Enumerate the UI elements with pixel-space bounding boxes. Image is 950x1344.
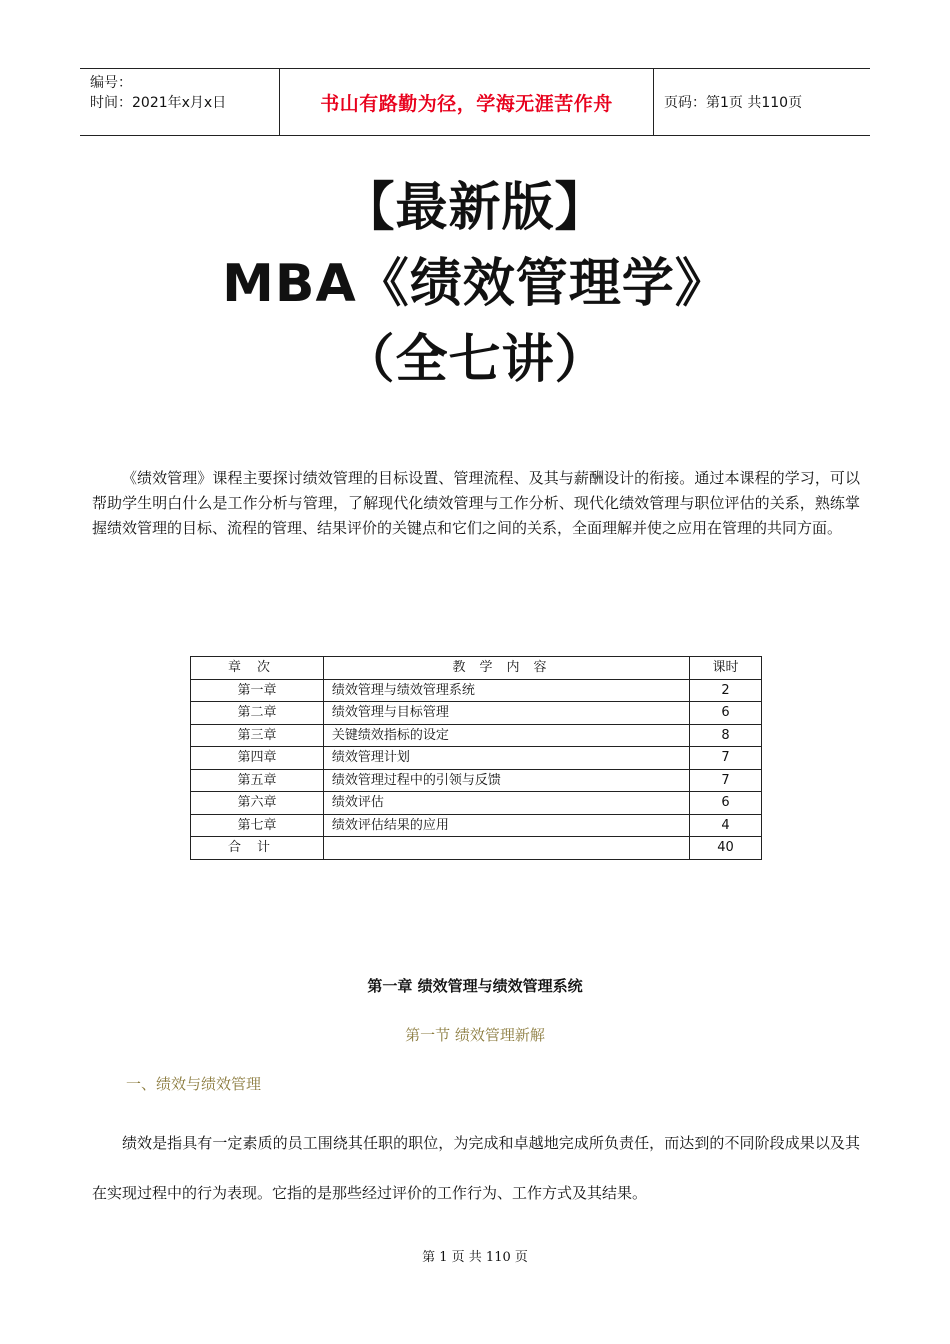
document-title [0, 170, 950, 398]
intro-paragraph: 《绩效管理》课程主要探讨绩效管理的目标设置、管理流程、及其与薪酬设计的衔接。通过本课程的学习，可以帮助学生明白什么是工作分析与管理，了解现代化绩效管理与工作分析、现代化绩效管理与职位评估的关系，熟练掌握绩效管理的目标、流程的管理、结果评价的关键点和它们之间的关系，全面理解并使之应用在管理的共同方面。 [92, 469, 860, 537]
cell-chapter: 第七章 [191, 814, 324, 837]
table-row [191, 769, 762, 792]
table-total-row [191, 837, 762, 860]
course-schedule-table [190, 656, 762, 860]
cell-content: 绩效管理与绩效管理系统 [323, 679, 689, 702]
cell-content: 关键绩效指标的设定 [323, 724, 689, 747]
cell-hours: 2 [690, 679, 762, 702]
cell-content: 绩效管理计划 [323, 747, 689, 770]
title-line-2: MBA《绩效管理学》 [222, 254, 728, 314]
cell-chapter: 第一章 [191, 679, 324, 702]
document-header [80, 68, 870, 136]
table-row [191, 724, 762, 747]
cell-chapter: 第三章 [191, 724, 324, 747]
cell-hours: 7 [690, 769, 762, 792]
header-content: 教学内容 [323, 657, 689, 680]
chapter-heading: 第一章 绩效管理与绩效管理系统 [367, 977, 583, 995]
cell-chapter: 第二章 [191, 702, 324, 725]
table-row [191, 814, 762, 837]
cell-hours: 7 [690, 747, 762, 770]
cell-hours: 6 [690, 702, 762, 725]
body-paragraph: 绩效是指具有一定素质的员工围绕其任职的职位，为完成和卓越地完成所负责任，而达到的不同阶段成果以及其在实现过程中的行为表现。它指的是那些经过评价的工作行为、工作方式及其结果。 [92, 1134, 860, 1202]
cell-hours: 6 [690, 792, 762, 815]
cell-content: 绩效评估结果的应用 [323, 814, 689, 837]
table-row [191, 792, 762, 815]
cell-hours: 4 [690, 814, 762, 837]
table-row [191, 747, 762, 770]
cell-chapter: 第五章 [191, 769, 324, 792]
cell-content: 绩效评估 [323, 792, 689, 815]
header-page-info: 页码：第1页 共110页 [664, 95, 803, 111]
cell-chapter: 第四章 [191, 747, 324, 770]
header-motto: 书山有路勤为径，学海无涯苦作舟 [280, 69, 654, 135]
header-hours: 课时 [690, 657, 762, 680]
page-footer: 第 1 页 共 110 页 [422, 1250, 528, 1265]
table-row [191, 702, 762, 725]
cell-hours: 8 [690, 724, 762, 747]
cell-total-label: 合计 [191, 837, 324, 860]
section-heading: 第一节 绩效管理新解 [405, 1026, 545, 1044]
title-line-3: （全七讲） [342, 330, 608, 390]
cell-chapter: 第六章 [191, 792, 324, 815]
header-meta [80, 69, 280, 135]
cell-total-hours: 40 [690, 837, 762, 860]
time-label: 时间：2021年x月x日 [90, 95, 227, 111]
cell-content: 绩效管理过程中的引领与反馈 [323, 769, 689, 792]
cell-total-content [323, 837, 689, 860]
cell-content: 绩效管理与目标管理 [323, 702, 689, 725]
number-label: 编号： [90, 75, 132, 91]
header-chapter: 章次 [191, 657, 324, 680]
title-line-1: 【最新版】 [342, 178, 608, 238]
subsection-heading: 一、绩效与绩效管理 [126, 1075, 262, 1093]
table-row [191, 679, 762, 702]
table-header-row [191, 657, 762, 680]
